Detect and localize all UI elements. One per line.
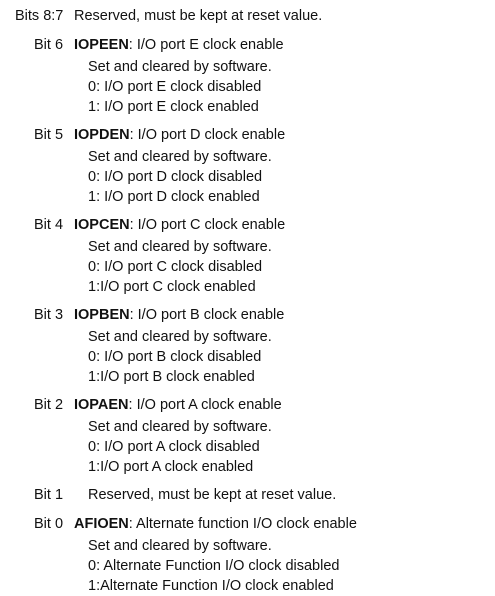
field-set-cleared-iopben: Set and cleared by software. [88, 329, 272, 345]
field-heading-afioen [74, 514, 357, 534]
field-heading-iopben [74, 305, 284, 325]
field-set-cleared-iopeen: Set and cleared by software. [88, 59, 272, 75]
field-value1-iopaen: 1:I/O port A clock enabled [88, 459, 254, 475]
field-set-cleared-iopden: Set and cleared by software. [88, 149, 272, 165]
bit-label-5: Bit 5 [34, 127, 64, 143]
field-value1-iopeen: 1: I/O port E clock enabled [88, 99, 259, 115]
field-title-afioen: : Alternate function I/O clock enable [128, 516, 357, 532]
bit-label-0: Bit 0 [34, 516, 64, 532]
field-name-afioen: AFIOEN [74, 516, 129, 532]
reserved-description-1: Reserved, must be kept at reset value. [88, 487, 337, 503]
field-name-iopaen: IOPAEN [74, 397, 129, 413]
field-title-iopeen: : I/O port E clock enable [128, 37, 284, 53]
field-name-iopden: IOPDEN [74, 127, 130, 143]
field-set-cleared-iopaen: Set and cleared by software. [88, 419, 272, 435]
field-title-iopaen: : I/O port A clock enable [128, 397, 282, 413]
field-heading-iopden [74, 125, 285, 145]
field-value1-iopcen: 1:I/O port C clock enabled [88, 279, 256, 295]
field-value0-iopaen: 0: I/O port A clock disabled [88, 439, 260, 455]
reserved-description-8-7: Reserved, must be kept at reset value. [74, 8, 323, 24]
field-title-iopcen: : I/O port C clock enable [129, 217, 286, 233]
bit-label-2: Bit 2 [34, 397, 64, 413]
field-value1-afioen: 1:Alternate Function I/O clock enabled [88, 578, 334, 594]
field-heading-iopcen [74, 215, 285, 235]
field-value1-iopden: 1: I/O port D clock enabled [88, 189, 260, 205]
field-value0-afioen: 0: Alternate Function I/O clock disabled [88, 558, 340, 574]
bit-label-8-7: Bits 8:7 [15, 8, 64, 24]
field-title-iopden: : I/O port D clock enable [129, 127, 286, 143]
field-name-iopben: IOPBEN [74, 307, 130, 323]
field-title-iopben: : I/O port B clock enable [129, 307, 285, 323]
field-set-cleared-iopcen: Set and cleared by software. [88, 239, 272, 255]
field-name-iopcen: IOPCEN [74, 217, 130, 233]
field-heading-iopeen [74, 35, 284, 55]
field-value0-iopben: 0: I/O port B clock disabled [88, 349, 262, 365]
bit-label-3: Bit 3 [34, 307, 64, 323]
field-heading-iopaen [74, 395, 282, 415]
field-value1-iopben: 1:I/O port B clock enabled [88, 369, 255, 385]
field-set-cleared-afioen: Set and cleared by software. [88, 538, 272, 554]
field-name-iopeen: IOPEEN [74, 37, 129, 53]
field-value0-iopeen: 0: I/O port E clock disabled [88, 79, 262, 95]
field-value0-iopden: 0: I/O port D clock disabled [88, 169, 263, 185]
bit-label-1: Bit 1 [34, 487, 64, 503]
bit-label-6: Bit 6 [34, 37, 64, 53]
bit-label-4: Bit 4 [34, 217, 64, 233]
field-value0-iopcen: 0: I/O port C clock disabled [88, 259, 263, 275]
